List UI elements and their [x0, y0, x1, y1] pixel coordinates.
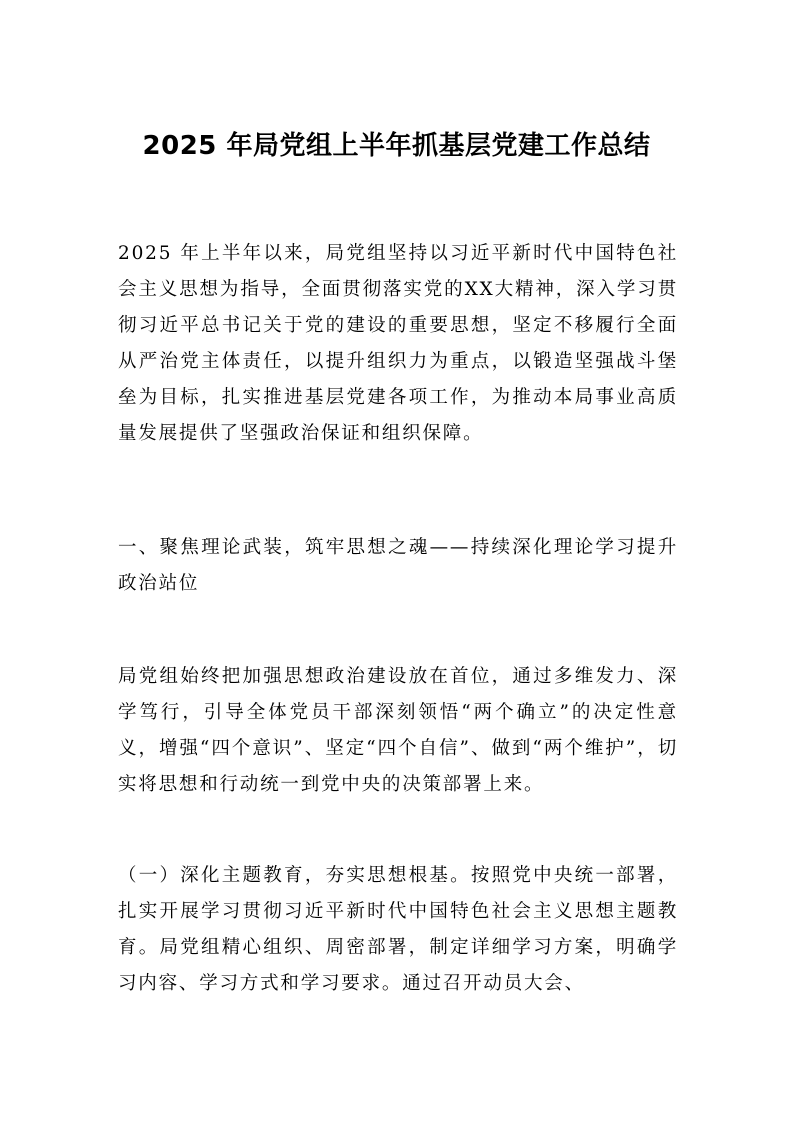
section-heading-1: 一、聚焦理论武装，筑牢思想之魂——持续深化理论学习提升政治站位	[118, 537, 678, 594]
intro-paragraph: 2025 年上半年以来，局党组坚持以习近平新时代中国特色社会主义思想为指导，全面贯彻落实党的XX大精神，深入学习贯彻习近平总书记关于党的建设的重要思想，坚定不移履行全面从严治党主体责任，以提升组织力为重点，以锻造坚强战斗堡垒为目标，扎实推进基层党建各项工作，为推动本局事业高质量发展提供了坚强政治保证和组织保障。	[118, 243, 678, 444]
subsection-1-paragraph: （一）深化主题教育，夯实思想根基。按照党中央统一部署，扎实开展学习贯彻习近平新时代中国特色社会主义思想主题教育。局党组精心组织、周密部署，制定详细学习方案，明确学习内容、学习方式和学习要求。通过召开动员大会、	[118, 865, 678, 994]
document-title: 2025 年局党组上半年抓基层党建工作总结	[142, 131, 651, 161]
section-1-body-paragraph: 局党组始终把加强思想政治建设放在首位，通过多维发力、深学笃行，引导全体党员干部深刻领悟“两个确立”的决定性意义，增强“四个意识”、坚定“四个自信”、做到“两个维护”，切实将思想和行动统一到党中央的决策部署上来。	[118, 666, 678, 795]
